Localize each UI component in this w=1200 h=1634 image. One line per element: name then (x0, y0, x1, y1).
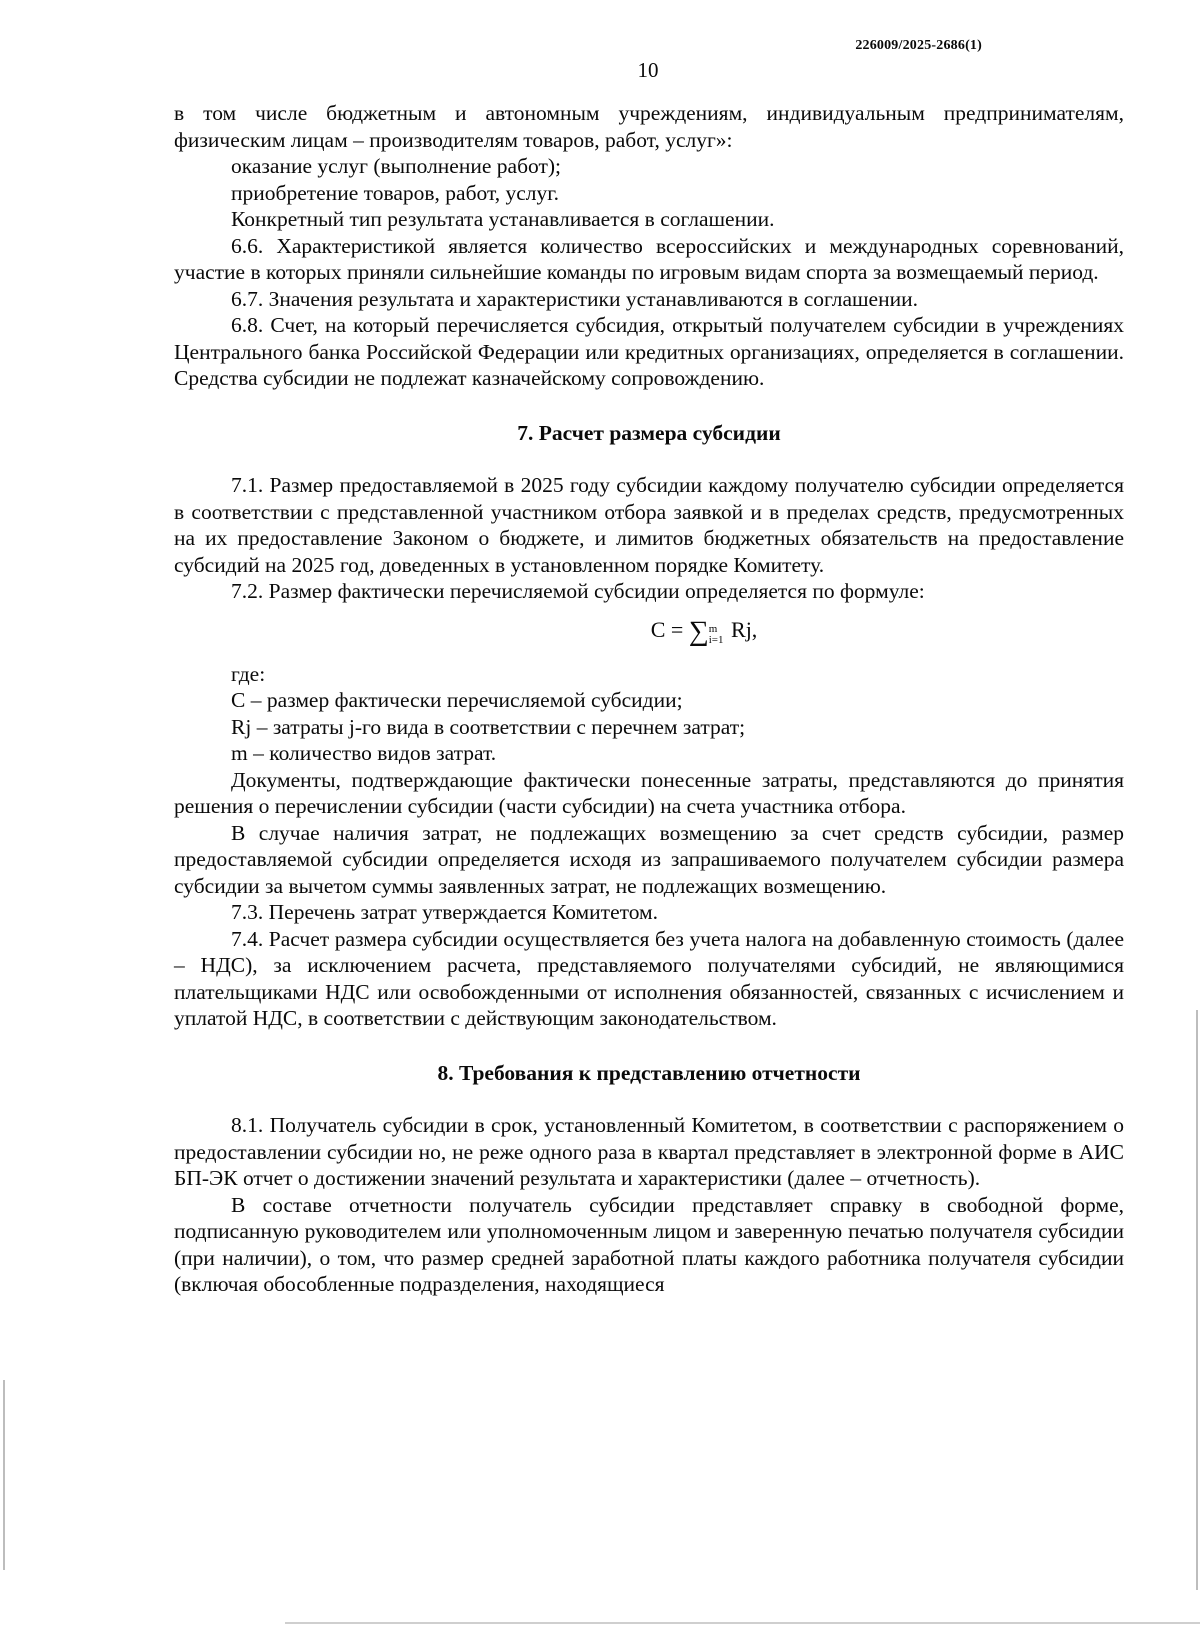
sigma-symbol: ∑ (688, 615, 709, 647)
formula-rhs: Rj, (725, 616, 758, 642)
spacer (174, 446, 1124, 472)
section-8-title: 8. Требования к представлению отчетности (437, 1060, 861, 1085)
definition: Rj – затраты j-го вида в соответствии с перечнем затрат; (231, 714, 746, 739)
section-7-title: 7. Расчет размера субсидии (517, 420, 781, 445)
paragraph: 6.8. Счет, на который перечисляется субсидия, открытый получателем субсидии в учреждениях Центрального банка Российской Федерации или кредитных организациях, определяется в соглашении. Средства субсидии не подлежат казначейскому сопровождению. (174, 313, 1124, 390)
document-body (174, 100, 1124, 1298)
paragraph: 7.3. Перечень затрат утверждается Комитетом. (231, 900, 659, 924)
formula-lhs: C = (650, 616, 689, 642)
paragraph: В случае наличия затрат, не подлежащих возмещению за счет средств субсидии, размер предоставляемой субсидии определяется исходя из запрашиваемого получателем субсидии размера субсидии за вычетом суммы заявленных затрат, не подлежащих возмещению. (174, 820, 1124, 898)
scan-edge-artifact (3, 1380, 5, 1570)
paragraph: 6.7. Значения результата и характеристики устанавливаются в соглашении. (231, 286, 918, 311)
sum-limits (709, 624, 724, 646)
paragraph: приобретение товаров, работ, услуг. (231, 180, 560, 205)
spacer (174, 392, 1124, 420)
document-number: 226009/2025-2686(1) (855, 38, 982, 53)
sum-lower-limit: i=1 (708, 633, 724, 646)
paragraph: 7.2. Размер фактически перечисляемой субсидии определяется по формуле: (231, 579, 925, 603)
formula (174, 605, 1124, 661)
paragraph: в том числе бюджетным и автономным учреждениям, индивидуальным предпринимателям, физическим лицам – производителям товаров, работ, услуг»: (174, 101, 1124, 152)
paragraph: оказание услуг (выполнение работ); (231, 154, 562, 178)
paragraph: 8.1. Получатель субсидии в срок, установленный Комитетом, в соответствии с распоряжением о предоставлении субсидии но, не реже одного раза в квартал представляет в электронной форме в АИС БП-ЭК отчет о достижении значений результата и характеристики (далее – отчетность). (174, 1113, 1124, 1190)
spacer (174, 1032, 1124, 1060)
definition: С – размер фактически перечисляемой субсидии; (231, 688, 683, 712)
page-number: 10 (637, 58, 659, 82)
paragraph: Документы, подтверждающие фактически понесенные затраты, представляются до принятия решения о перечислении субсидии (части субсидии) на счета участника отбора. (174, 767, 1124, 818)
spacer (174, 1086, 1124, 1112)
paragraph: 7.4. Расчет размера субсидии осуществляется без учета налога на добавленную стоимость (далее – НДС), за исключением расчета, представляемого получателями субсидий, не являющимися плательщиками НДС или освобожденными от исполнения обязанностей, связанных с исчислением и уплатой НДС, в соответствии с действующим законодательством. (174, 926, 1124, 1030)
scan-edge-artifact (1196, 1010, 1198, 1590)
paragraph: 6.6. Характеристикой является количество всероссийских и международных соревнований, участие в которых приняли сильнейшие команды по игровым видам спорта за возмещаемый период. (174, 233, 1124, 284)
scan-bottom-artifact (285, 1622, 1200, 1624)
paragraph: Конкретный тип результата устанавливается в соглашении. (231, 207, 775, 231)
sum-upper-limit: m (708, 622, 718, 635)
definition: m – количество видов затрат. (231, 741, 497, 765)
paragraph: В составе отчетности получатель субсидии представляет справку в свободной форме, подписанную руководителем или уполномоченным лицом и заверенную печатью получателя субсидии (при наличии), о том, что размер средней заработной платы каждого работника получателя субсидии (включая обособленные подразделения, находящиеся (174, 1192, 1124, 1296)
paragraph: 7.1. Размер предоставляемой в 2025 году субсидии каждому получателю субсидии определяется в соответствии с представленной участником отбора заявкой и в пределах средств, предусмотренных на их предоставление Законом о бюджете, и лимитов бюджетных обязательств на предоставление субсидий на 2025 год, доведенных в установленном порядке Комитету. (174, 473, 1124, 577)
where-label: где: (231, 661, 266, 686)
